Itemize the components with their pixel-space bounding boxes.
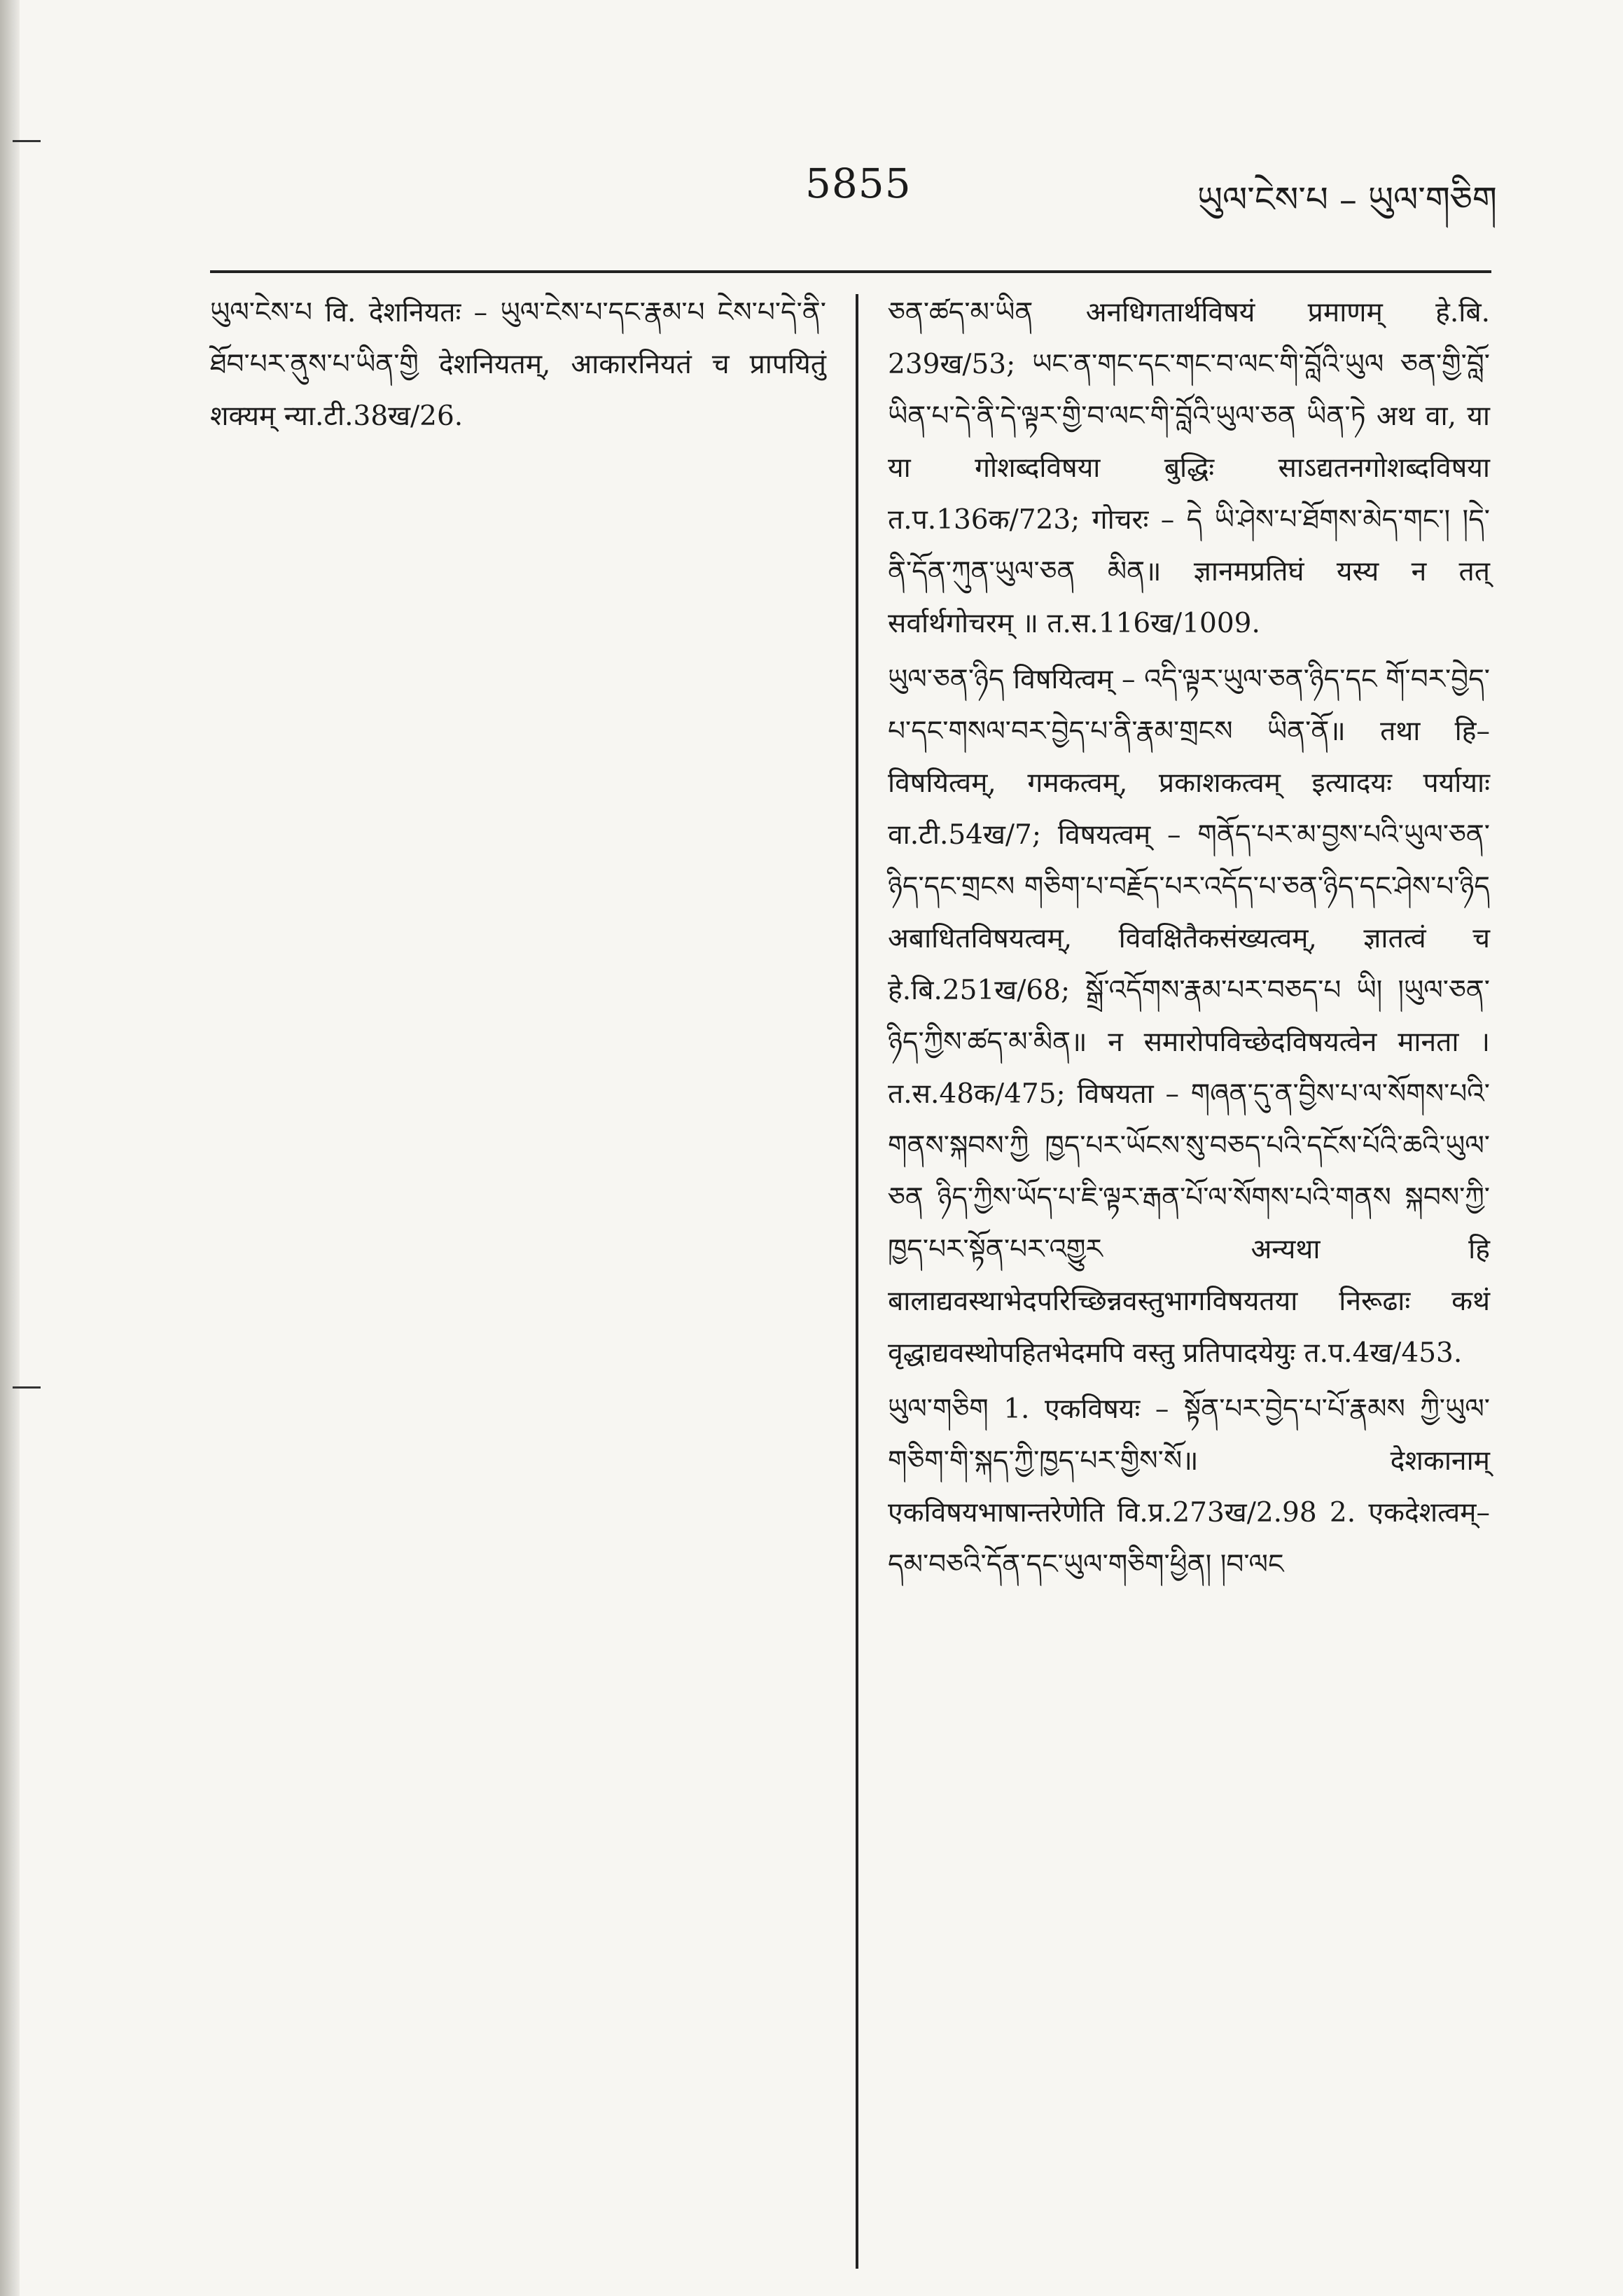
dictionary-entry: ཡུལ་ཅན་ཉིད विषयित्वम् – འདི་ལྟར་ཡུལ་ཅན་ཉིད་དང གོ་བར་བྱེད་པ་དང་གསལ་བར་བྱེད་པ་ནི་རྣམ་གྲངས ཡིན་ནོ॥ तथा हि–विषयित्वम्, गमकत्वम्, प्रकाशकत्वम् इत्यादयः पर्यायाः वा.टी.54ख/7; विषयत्वम् – གནོད་པར་མ་བྱས་པའི་ཡུལ་ཅན་ཉིད་དང་གྲངས གཅིག་པ་བརྗོད་པར་འདོད་པ་ཅན་ཉིད་དང་ཤེས་པ་ཉིད अबाधितविषयत्वम्, विवक्षितैकसंख्यत्वम्, ज्ञातत्वं च हे.बि.251ख/68; སྒྲོ་འདོགས་རྣམ་པར་བཅད་པ ཡི། །ཡུལ་ཅན་ཉིད་ཀྱིས་ཚད་མ་མིན॥ न समारोपविच्छेदविषयत्वेन मानता । त.स.48क/475; विषयता – གཞན་དུ་ན་བྱིས་པ་ལ་སོགས་པའི་གནས་སྐབས་ཀྱི ཁྱད་པར་ཡོངས་སུ་བཅད་པའི་དངོས་པོའི་ཆའི་ཡུལ་ཅན ཉིད་ཀྱིས་ཡོད་པ་ཇི་ལྟར་རྒན་པོ་ལ་སོགས་པའི་གནས སྐབས་ཀྱི་ཁྱད་པར་སྟོན་པར་འགྱུར अन्यथा हि बालाद्यवस्थाभेदपरिच्छिन्नवस्तुभागविषयतया निरूढाः कथं वृद्धाद्यवस्थोपहितभेदमपि वस्तु प्रतिपादयेयुः त.प.4ख/453. (888, 664, 1490, 1369)
running-head: ཡུལ་ངེས་པ – ཡུལ་གཅིག (1197, 179, 1497, 220)
scan-edge-shadow (0, 0, 20, 2296)
dictionary-entry: ཡུལ་གཅིག 1. एकविषयः – སྟོན་པར་བྱེད་པ་པོ་རྣམས ཀྱི་ཡུལ་གཅིག་གི་སྐད་ཀྱི་ཁྱད་པར་གྱིས་སོ॥ देशकानाम् एकविषयभाषान्तरेणेति वि.प्र.273ख/2.98 2. एकदेशत्वम्–དམ་བཅའི་དོན་དང་ཡུལ་གཅིག་ཕྱིན། །བ་ལང (888, 1393, 1490, 1580)
scan-margin-mark (13, 1386, 41, 1389)
right-column (888, 287, 1490, 1595)
column-divider (856, 294, 858, 2269)
dictionary-entry: ཅན་ཚད་མ་ཡིན अनधिगतार्थविषयं प्रमाणम् हे.बि. 239ख/53; ཡང་ན་གང་དང་གང་བ་ལང་གི་བློའི་ཡུལ ཅན་གྱི་བློ་ཡིན་པ་དེ་ནི་དེ་ལྟར་གྱི་བ་ལང་གི་བློའི་ཡུལ་ཅན ཡིན་ཏེ अथ वा, या या गोशब्दविषया बुद्धिः साऽद्यतनगोशब्दविषया त.प.136क/723; गोचरः – དེ ཡི་ཤེས་པ་ཐོགས་མེད་གང་། །དེ་ནི་དོན་ཀུན་ཡུལ་ཅན མིན॥ ज्ञानमप्रतिघं यस्य न तत् सर्वार्थगोचरम् ॥ त.स.116ख/1009. (888, 297, 1490, 639)
left-column (210, 287, 826, 447)
page-number: 5855 (805, 160, 912, 207)
dictionary-entry: ཡུལ་ངེས་པ वि. देशनियतः – ཡུལ་ངེས་པ་དང་རྣམ་པ ངེས་པ་དེ་ནི་ཐོབ་པར་ནུས་པ་ཡིན་གྱི देशनियतम्, आकारनियतं च प्रापयितुं शक्यम् न्या.टी.38ख/26. (210, 297, 826, 432)
scan-margin-mark (13, 140, 41, 142)
header-rule (210, 270, 1491, 273)
